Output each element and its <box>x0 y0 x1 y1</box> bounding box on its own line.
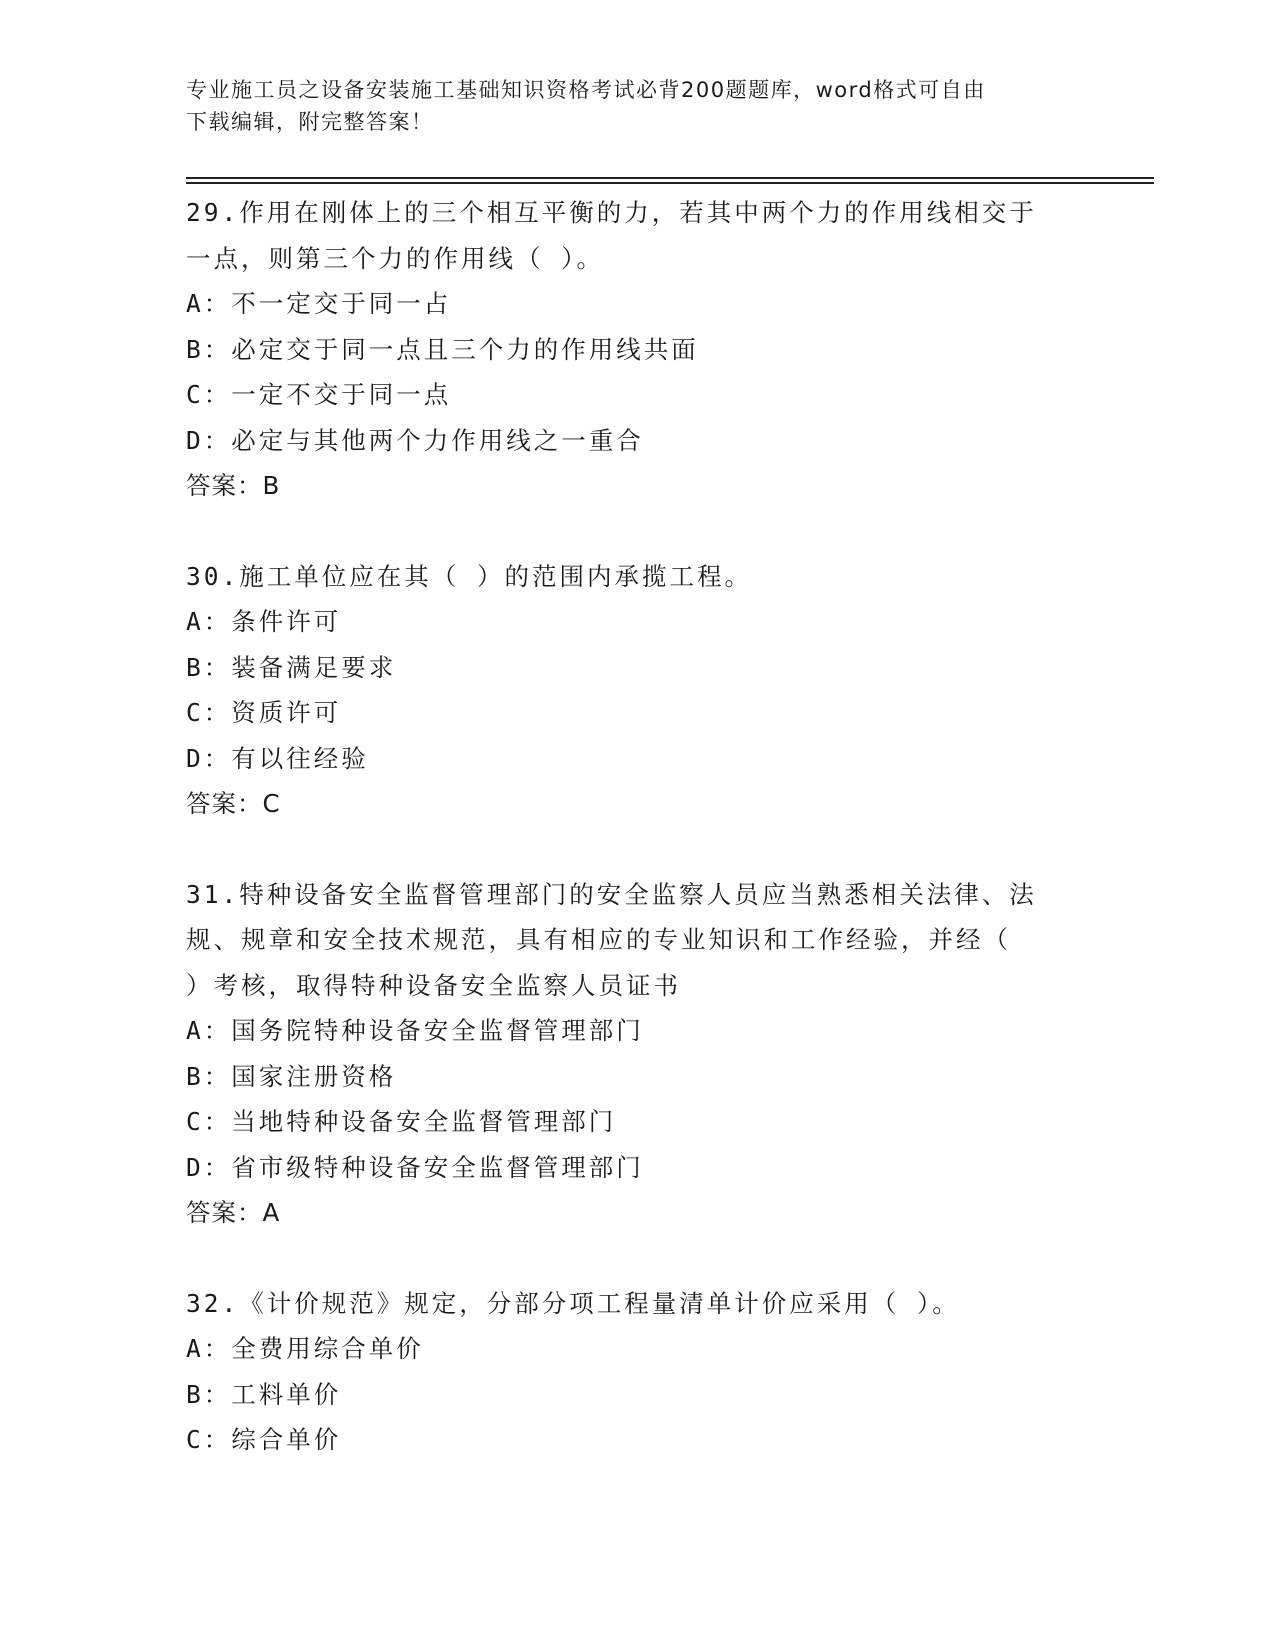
question-stem-line: 32.《计价规范》规定，分部分项工程量清单计价应采用（ ）。 <box>186 1288 960 1318</box>
answer-line: 答案：A <box>186 1198 281 1227</box>
question-32 <box>186 1281 1086 1463</box>
header-title-line-2: 下载编辑，附完整答案！ <box>186 110 434 134</box>
question-stem-line: 29.作用在刚体上的三个相互平衡的力，若其中两个力的作用线相交于 <box>186 198 1037 227</box>
option-b: B：国家注册资格 <box>186 1061 397 1091</box>
question-29 <box>186 190 1086 509</box>
question-stem-line: 30.施工单位应在其（ ）的范围内承揽工程。 <box>186 561 752 591</box>
option-b: B：工料单价 <box>186 1379 342 1409</box>
option-d: D：有以往经验 <box>186 743 369 773</box>
question-stem-line: 规、规章和安全技术规范，具有相应的专业知识和工作经验，并经（ <box>186 925 1011 954</box>
option-b: B：必定交于同一点且三个力的作用线共面 <box>186 334 699 364</box>
header-divider-bottom <box>186 182 1154 184</box>
option-c: C：资质许可 <box>186 698 342 727</box>
question-list <box>186 190 1086 1508</box>
question-stem-line: 一点，则第三个力的作用线（ ）。 <box>186 243 604 273</box>
question-31 <box>186 872 1086 1236</box>
answer-line: 答案：C <box>186 789 281 818</box>
question-stem-line: 31.特种设备安全监督管理部门的安全监察人员应当熟悉相关法律、法 <box>186 879 1037 909</box>
option-a: A：不一定交于同一占 <box>186 289 452 318</box>
document-header <box>186 74 1086 138</box>
header-title-line-1: 专业施工员之设备安装施工基础知识资格考试必背200题题库，word格式可自由 <box>186 78 986 102</box>
question-30 <box>186 554 1086 827</box>
option-a: A：全费用综合单价 <box>186 1334 424 1363</box>
option-b: B：装备满足要求 <box>186 652 397 682</box>
option-c: C：综合单价 <box>186 1425 342 1454</box>
option-a: A：条件许可 <box>186 607 342 636</box>
option-c: C：当地特种设备安全监督管理部门 <box>186 1107 617 1136</box>
option-d: D：必定与其他两个力作用线之一重合 <box>186 425 644 455</box>
header-divider-top <box>186 177 1154 179</box>
option-d: D：省市级特种设备安全监督管理部门 <box>186 1152 644 1182</box>
answer-line: 答案：B <box>186 471 281 500</box>
option-c: C：一定不交于同一点 <box>186 380 452 409</box>
option-a: A：国务院特种设备安全监督管理部门 <box>186 1016 644 1045</box>
question-stem-line: ）考核，取得特种设备安全监察人员证书 <box>186 970 681 1000</box>
